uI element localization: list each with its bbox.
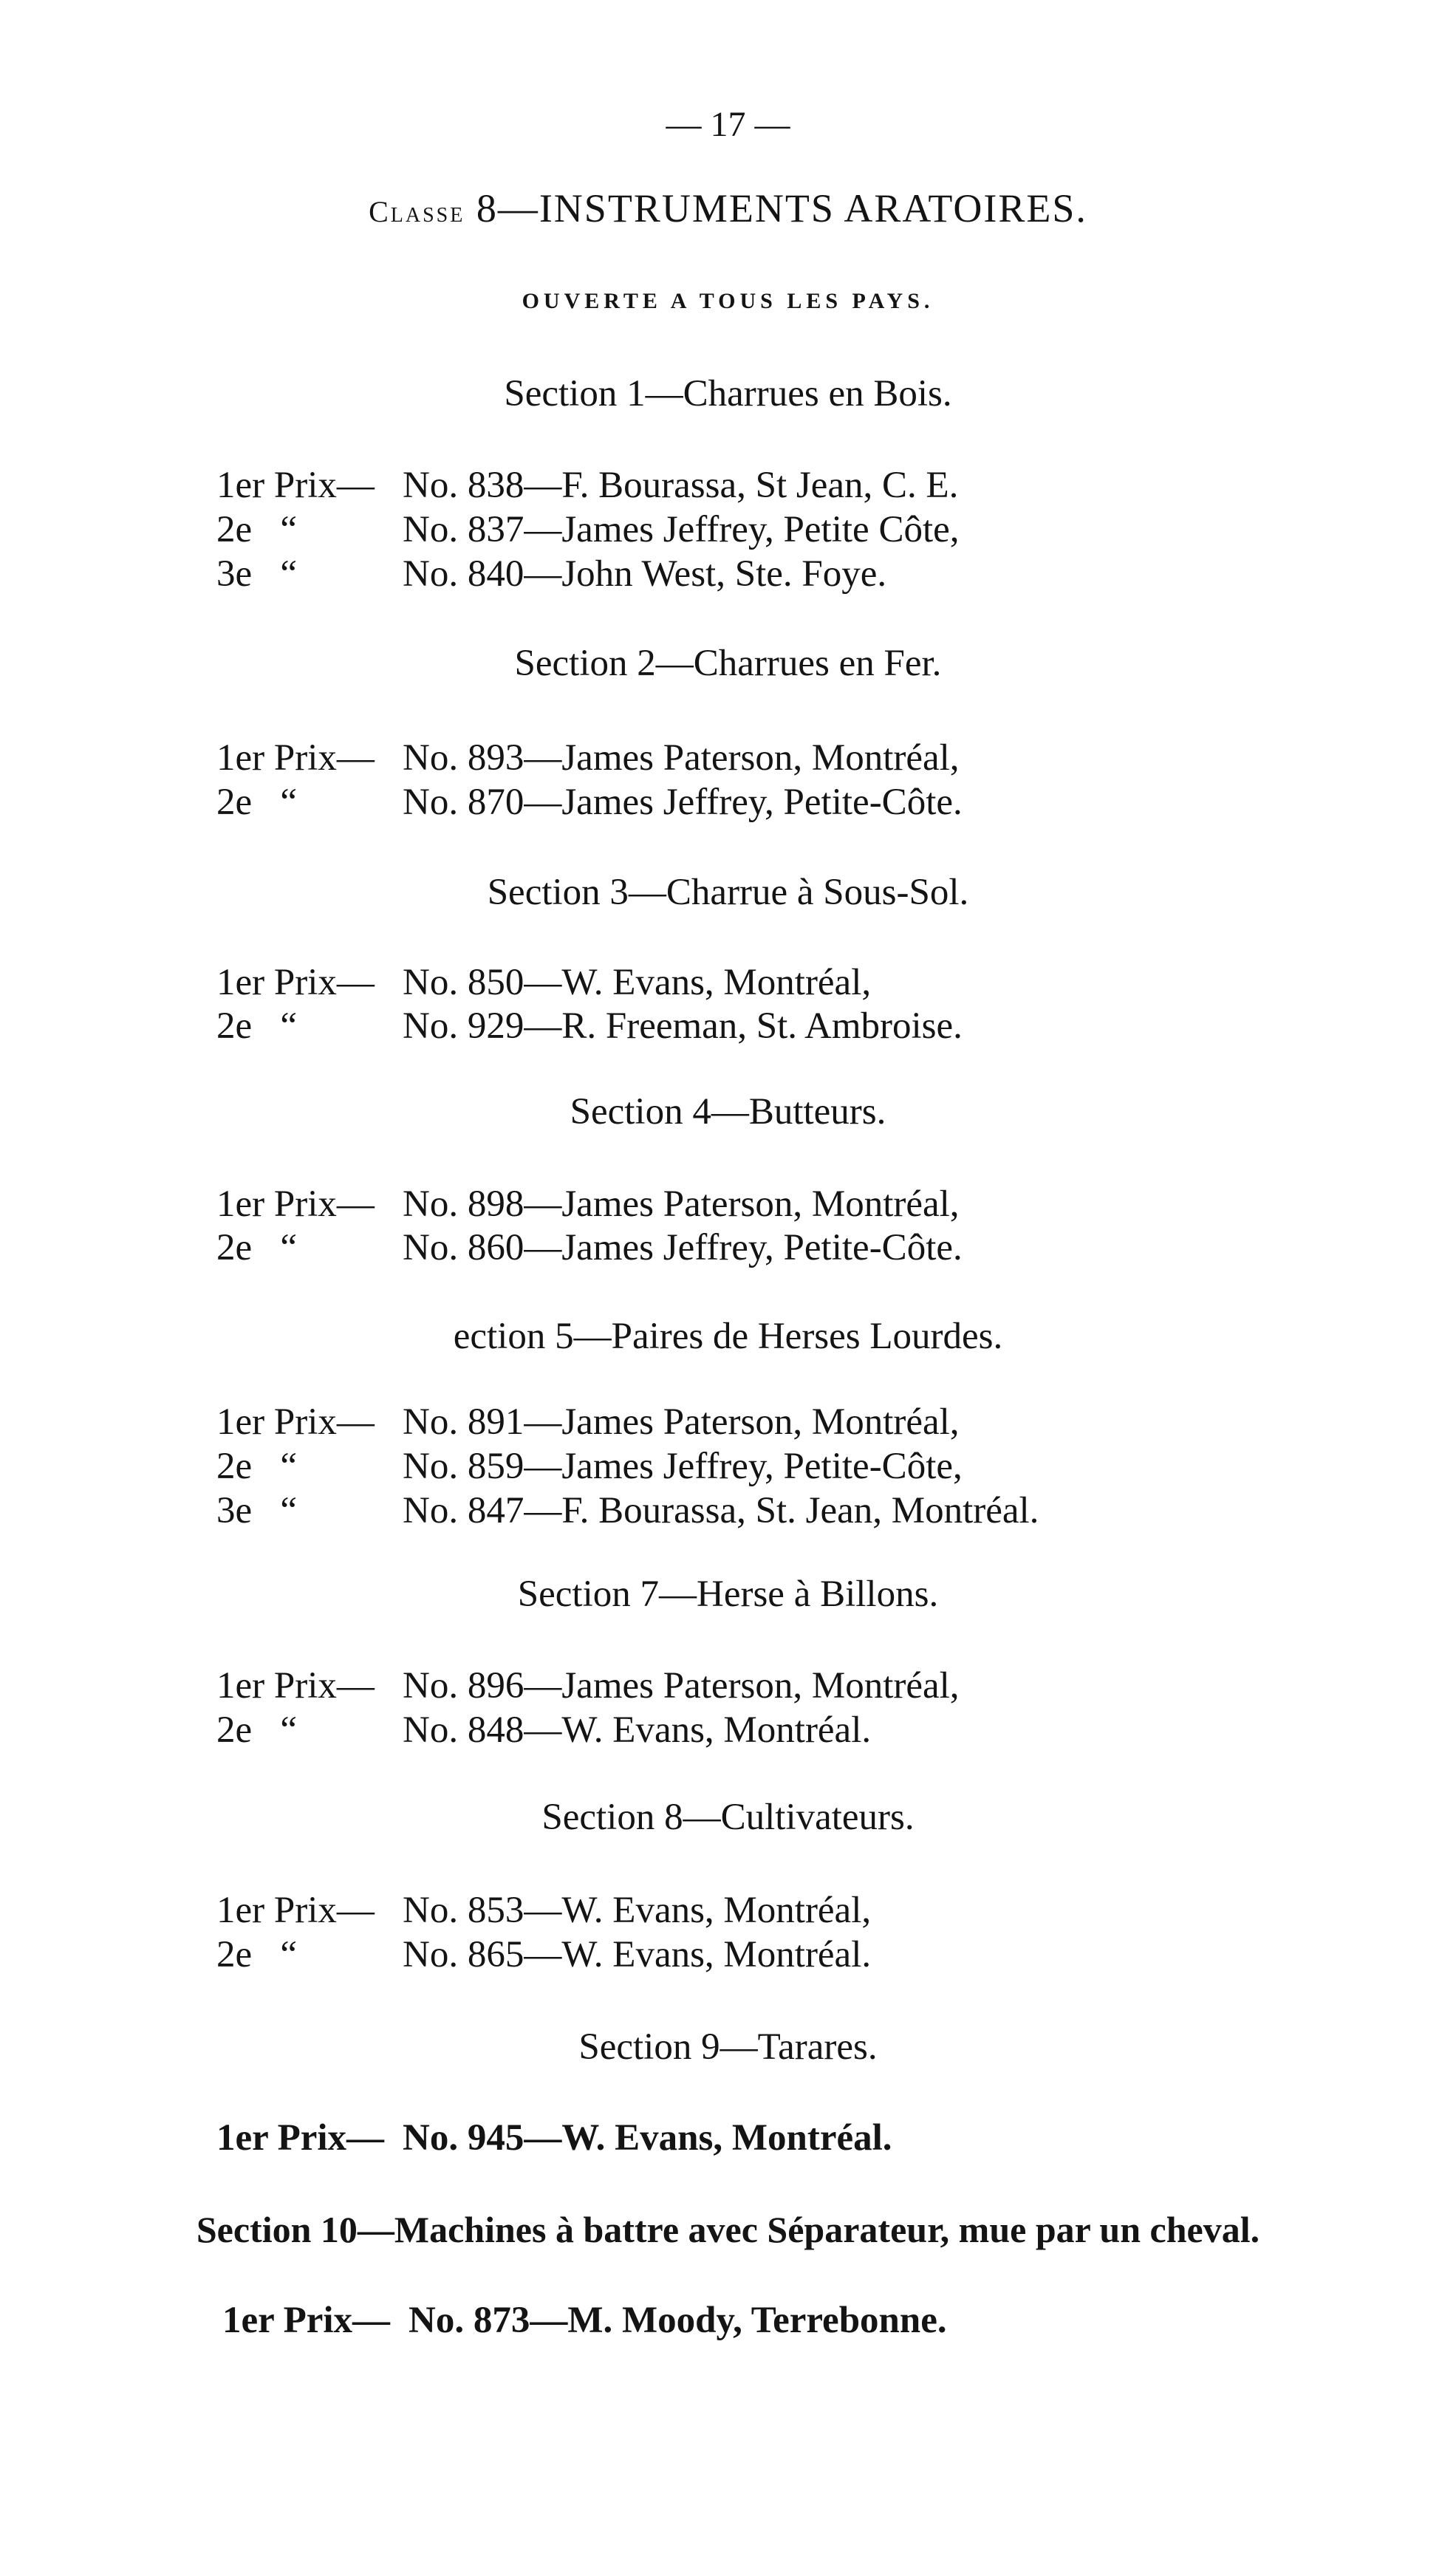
award-text: No. 896—James Paterson, Montréal, [403,1665,960,1706]
section-heading: Section 1—Charrues en Bois. [504,373,952,414]
award-text: No. 945—W. Evans, Montréal. [403,2117,892,2159]
page-number: — 17 — [666,105,790,144]
award-text: No. 847—F. Bourassa, St. Jean, Montréal. [403,1490,1039,1531]
award-rank: 2e “ [216,1709,298,1751]
open-to-all-subtitle: OUVERTE A TOUS LES PAYS. [522,289,934,313]
award-rank: 3e “ [216,553,298,595]
section-heading: ection 5—Paires de Herses Lourdes. [453,1316,1003,1357]
award-rank: 2e “ [216,1446,298,1487]
award-text: No. 865—W. Evans, Montréal. [403,1934,872,1975]
award-rank: 1er Prix— [222,2300,391,2341]
award-rank: 1er Prix— [216,737,375,779]
section-heading: Section 10—Machines à battre avec Séparateur, mue par un cheval. [196,2209,1260,2250]
award-rank: 2e “ [216,1227,298,1268]
award-text: No. 873—M. Moody, Terrebonne. [409,2300,947,2341]
award-rank: 1er Prix— [216,465,375,506]
section-heading: Section 2—Charrues en Fer. [514,643,942,684]
class-title [0,188,1456,228]
award-text: No. 929—R. Freeman, St. Ambroise. [403,1005,963,1047]
award-text: No. 891—James Paterson, Montréal, [403,1401,960,1443]
class-prefix: Classe [369,195,465,228]
award-rank: 1er Prix— [216,2117,385,2159]
award-text: No. 837—James Jeffrey, Petite Côte, [403,509,960,550]
award-rank: 2e “ [216,509,298,550]
award-text: No. 898—James Paterson, Montréal, [403,1183,960,1225]
award-text: No. 870—James Jeffrey, Petite-Côte. [403,782,963,823]
award-text: No. 860—James Jeffrey, Petite-Côte. [403,1227,963,1268]
section-heading: Section 4—Butteurs. [570,1091,886,1132]
award-text: No. 838—F. Bourassa, St Jean, C. E. [403,465,959,506]
award-text: No. 859—James Jeffrey, Petite-Côte, [403,1446,963,1487]
award-text: No. 893—James Paterson, Montréal, [403,737,960,779]
award-rank: 1er Prix— [216,1890,375,1931]
section-heading: Section 8—Cultivateurs. [541,1797,915,1838]
award-rank: 3e “ [216,1490,298,1531]
award-rank: 2e “ [216,782,298,823]
award-rank: 1er Prix— [216,1183,375,1225]
award-text: No. 850—W. Evans, Montréal, [403,962,872,1003]
class-name: 8—INSTRUMENTS ARATOIRES. [476,186,1087,230]
section-heading: Section 9—Tarares. [578,2026,878,2068]
section-heading: Section 3—Charrue à Sous-Sol. [487,872,969,913]
award-rank: 2e “ [216,1934,298,1975]
award-rank: 1er Prix— [216,1401,375,1443]
award-rank: 2e “ [216,1005,298,1047]
award-text: No. 848—W. Evans, Montréal. [403,1709,872,1751]
section-heading: Section 7—Herse à Billons. [517,1574,939,1615]
award-rank: 1er Prix— [216,1665,375,1706]
award-text: No. 840—John West, Ste. Foye. [403,553,887,595]
award-rank: 1er Prix— [216,962,375,1003]
award-text: No. 853—W. Evans, Montréal, [403,1890,872,1931]
